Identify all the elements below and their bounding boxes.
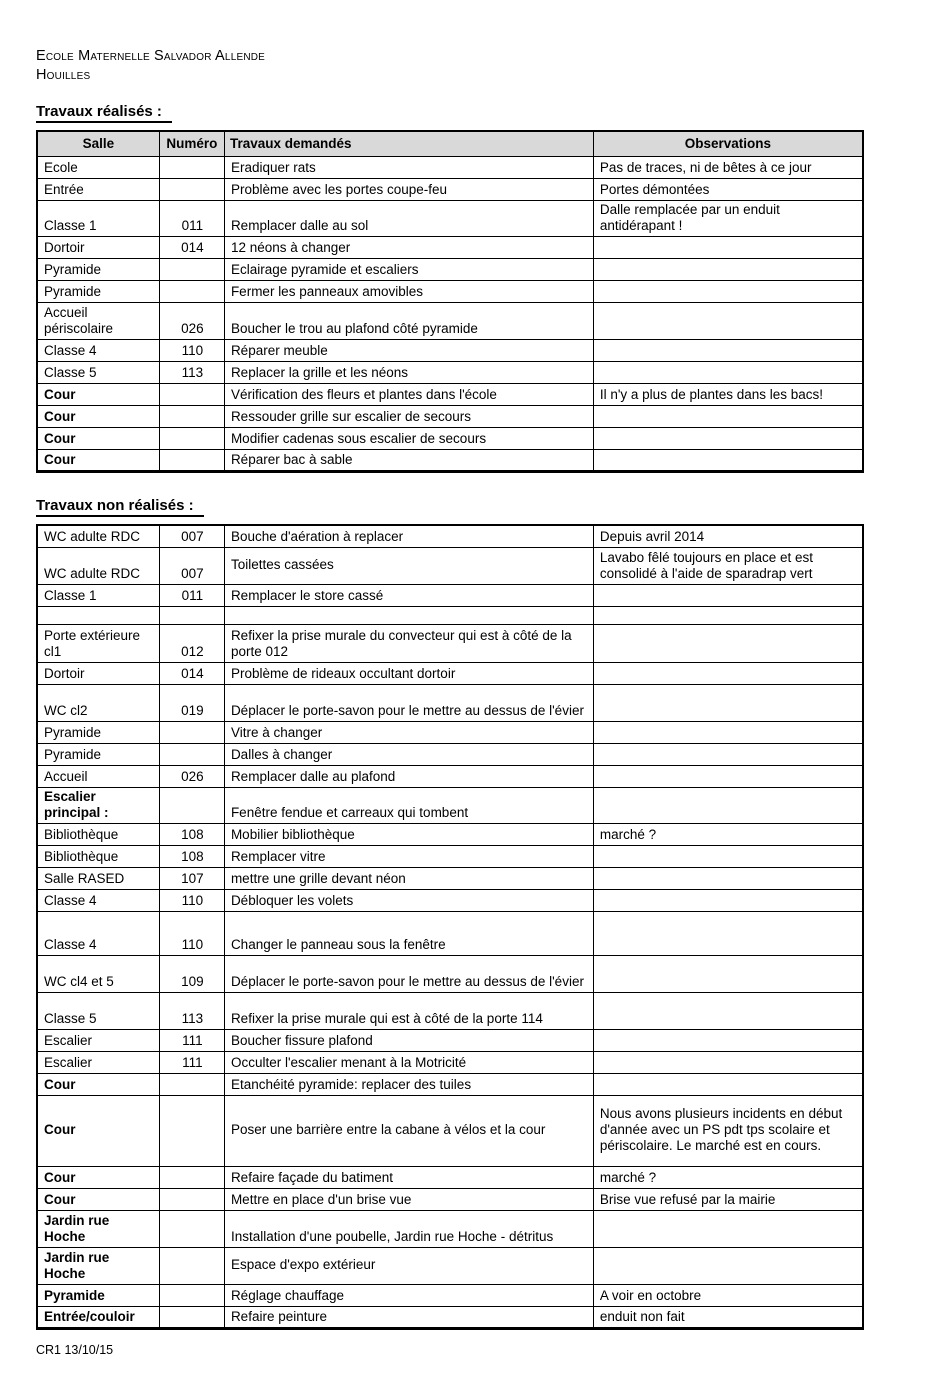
table-row <box>37 1188 863 1210</box>
cell-travaux-demandes: 12 néons à changer <box>224 237 593 259</box>
cell-salle: Cour <box>37 1095 159 1166</box>
table-row <box>37 1210 863 1247</box>
cell-numero: 026 <box>159 765 224 787</box>
cell-numero <box>159 384 224 406</box>
table-row <box>37 1247 863 1284</box>
cell-travaux-demandes: Problème de rideaux occultant dortoir <box>224 662 593 684</box>
cell-numero: 007 <box>159 525 224 547</box>
cell-travaux-demandes: Remplacer le store cassé <box>224 584 593 606</box>
cell-numero: 110 <box>159 340 224 362</box>
cell-travaux-demandes: Refaire peinture <box>224 1306 593 1328</box>
cell-travaux-demandes: Refixer la prise murale du convecteur qui est à côté de la porte 012 <box>224 624 593 662</box>
cell-salle: Cour <box>37 1166 159 1188</box>
table-row <box>37 823 863 845</box>
cell-travaux-demandes: Fenêtre fendue et carreaux qui tombent <box>224 787 593 823</box>
heading-travaux-non-realises: Travaux non réalisés : <box>36 497 204 517</box>
header-numero: Numéro <box>159 131 224 157</box>
cell-salle: WC adulte RDC <box>37 525 159 547</box>
cell-salle: Accueil périscolaire <box>37 303 159 340</box>
cell-salle: Pyramide <box>37 743 159 765</box>
travaux-non-realises-table <box>36 524 864 1330</box>
table-row <box>37 157 863 179</box>
cell-travaux-demandes: Réparer bac à sable <box>224 450 593 472</box>
table-row <box>37 911 863 955</box>
cell-salle: Pyramide <box>37 1284 159 1306</box>
cell-observations <box>593 303 863 340</box>
table-row <box>37 584 863 606</box>
cell-observations <box>593 1247 863 1284</box>
cell-travaux-demandes: Occulter l'escalier menant à la Motricité <box>224 1051 593 1073</box>
table-row <box>37 684 863 721</box>
cell-numero <box>159 743 224 765</box>
cell-numero <box>159 1095 224 1166</box>
cell-travaux-demandes: Remplacer dalle au sol <box>224 201 593 237</box>
cell-salle: Cour <box>37 384 159 406</box>
cell-salle <box>37 606 159 624</box>
cell-salle: Cour <box>37 1073 159 1095</box>
cell-observations <box>593 1029 863 1051</box>
cell-salle: Entrée <box>37 179 159 201</box>
cell-travaux-demandes: Fermer les panneaux amovibles <box>224 281 593 303</box>
cell-travaux-demandes: Réparer meuble <box>224 340 593 362</box>
table-row <box>37 362 863 384</box>
table-row <box>37 1284 863 1306</box>
school-name: Ecole Maternelle Salvador Allende <box>36 48 266 64</box>
cell-travaux-demandes: Toilettes cassées <box>224 547 593 584</box>
table-row <box>37 1073 863 1095</box>
table-row <box>37 624 863 662</box>
cell-travaux-demandes: Modifier cadenas sous escalier de secours <box>224 428 593 450</box>
cell-observations: Pas de traces, ni de bêtes à ce jour <box>593 157 863 179</box>
cell-salle: WC adulte RDC <box>37 547 159 584</box>
travaux-realises-table <box>36 130 864 473</box>
cell-numero <box>159 1073 224 1095</box>
cell-salle: Classe 4 <box>37 911 159 955</box>
cell-travaux-demandes: Replacer la grille et les néons <box>224 362 593 384</box>
table-row <box>37 406 863 428</box>
cell-salle: Salle RASED <box>37 867 159 889</box>
cell-observations <box>593 450 863 472</box>
table-row <box>37 845 863 867</box>
cell-travaux-demandes: Vérification des fleurs et plantes dans l'école <box>224 384 593 406</box>
cell-salle: Classe 4 <box>37 340 159 362</box>
cell-observations <box>593 259 863 281</box>
cell-salle: Ecole <box>37 157 159 179</box>
table-row <box>37 765 863 787</box>
cell-numero: 012 <box>159 624 224 662</box>
cell-observations: Depuis avril 2014 <box>593 525 863 547</box>
table-row <box>37 525 863 547</box>
cell-travaux-demandes: Vitre à changer <box>224 721 593 743</box>
cell-travaux-demandes: Boucher le trou au plafond côté pyramide <box>224 303 593 340</box>
table-row <box>37 259 863 281</box>
cell-numero <box>159 1188 224 1210</box>
cell-travaux-demandes: Remplacer vitre <box>224 845 593 867</box>
cell-salle: Classe 5 <box>37 362 159 384</box>
table-header <box>37 131 863 157</box>
cell-travaux-demandes: Réglage chauffage <box>224 1284 593 1306</box>
cell-travaux-demandes: Débloquer les volets <box>224 889 593 911</box>
cell-observations: enduit non fait <box>593 1306 863 1328</box>
cell-travaux-demandes: Déplacer le porte-savon pour le mettre au dessus de l'évier <box>224 955 593 992</box>
school-city: Houilles <box>36 67 91 83</box>
cell-salle: WC cl4 et 5 <box>37 955 159 992</box>
cell-observations <box>593 721 863 743</box>
cell-salle: Jardin rue Hoche <box>37 1247 159 1284</box>
cell-numero <box>159 606 224 624</box>
table-row <box>37 179 863 201</box>
cell-salle: Accueil <box>37 765 159 787</box>
cell-numero <box>159 406 224 428</box>
table-row <box>37 1029 863 1051</box>
cell-observations: Portes démontées <box>593 179 863 201</box>
cell-observations <box>593 237 863 259</box>
cell-numero <box>159 721 224 743</box>
cell-observations <box>593 911 863 955</box>
cell-salle: Cour <box>37 1188 159 1210</box>
cell-observations <box>593 787 863 823</box>
cell-travaux-demandes: Boucher fissure plafond <box>224 1029 593 1051</box>
cell-numero <box>159 1247 224 1284</box>
cell-travaux-demandes: Etanchéité pyramide: replacer des tuiles <box>224 1073 593 1095</box>
cell-travaux-demandes: Remplacer dalle au plafond <box>224 765 593 787</box>
cell-observations <box>593 584 863 606</box>
cell-numero: 019 <box>159 684 224 721</box>
cell-numero: 113 <box>159 362 224 384</box>
cell-numero <box>159 1284 224 1306</box>
table-row <box>37 201 863 237</box>
header-salle: Salle <box>37 131 159 157</box>
table-row <box>37 867 863 889</box>
cell-travaux-demandes: Déplacer le porte-savon pour le mettre au dessus de l'évier <box>224 684 593 721</box>
cell-numero <box>159 281 224 303</box>
cell-numero: 014 <box>159 237 224 259</box>
cell-salle: Dortoir <box>37 662 159 684</box>
cell-numero <box>159 1306 224 1328</box>
section-heading-travaux-non-realises <box>36 497 914 517</box>
cell-salle: Classe 1 <box>37 201 159 237</box>
cell-observations: marché ? <box>593 1166 863 1188</box>
table-row <box>37 281 863 303</box>
cell-numero: 108 <box>159 845 224 867</box>
table-row <box>37 384 863 406</box>
cell-observations <box>593 1073 863 1095</box>
cell-observations <box>593 684 863 721</box>
table-row <box>37 237 863 259</box>
header-observations: Observations <box>593 131 863 157</box>
header-travaux-demandes: Travaux demandés <box>224 131 593 157</box>
cell-numero <box>159 1210 224 1247</box>
cell-numero <box>159 428 224 450</box>
cell-numero: 111 <box>159 1051 224 1073</box>
cell-salle: Bibliothèque <box>37 823 159 845</box>
cell-numero: 011 <box>159 201 224 237</box>
cell-travaux-demandes <box>224 606 593 624</box>
cell-numero: 111 <box>159 1029 224 1051</box>
cell-numero: 011 <box>159 584 224 606</box>
cell-numero: 026 <box>159 303 224 340</box>
cell-observations <box>593 662 863 684</box>
cell-numero <box>159 1166 224 1188</box>
cell-observations <box>593 765 863 787</box>
cell-travaux-demandes: mettre une grille devant néon <box>224 867 593 889</box>
table-row <box>37 787 863 823</box>
cell-numero: 113 <box>159 992 224 1029</box>
cell-travaux-demandes: Dalles à changer <box>224 743 593 765</box>
cell-salle: Classe 4 <box>37 889 159 911</box>
cell-observations <box>593 955 863 992</box>
cell-travaux-demandes: Eclairage pyramide et escaliers <box>224 259 593 281</box>
cell-numero: 108 <box>159 823 224 845</box>
cell-travaux-demandes: Mobilier bibliothèque <box>224 823 593 845</box>
school-header <box>36 47 914 85</box>
cell-observations: Il n'y a plus de plantes dans les bacs! <box>593 384 863 406</box>
cell-numero: 107 <box>159 867 224 889</box>
cell-numero <box>159 179 224 201</box>
cell-numero <box>159 157 224 179</box>
cell-observations: Lavabo fêlé toujours en place et est consolidé à l'aide de sparadrap vert <box>593 547 863 584</box>
cell-travaux-demandes: Problème avec les portes coupe-feu <box>224 179 593 201</box>
heading-travaux-realises: Travaux réalisés : <box>36 103 172 123</box>
cell-numero: 014 <box>159 662 224 684</box>
table-row <box>37 992 863 1029</box>
cell-salle: Cour <box>37 428 159 450</box>
section-heading-travaux-realises <box>36 103 914 123</box>
cell-observations: Brise vue refusé par la mairie <box>593 1188 863 1210</box>
cell-travaux-demandes: Eradiquer rats <box>224 157 593 179</box>
cell-numero <box>159 259 224 281</box>
cell-salle: Porte extérieure cl1 <box>37 624 159 662</box>
document-footer: CR1 13/10/15 <box>36 1342 114 1357</box>
cell-salle: Entrée/couloir <box>37 1306 159 1328</box>
cell-observations <box>593 743 863 765</box>
cell-salle: Dortoir <box>37 237 159 259</box>
cell-salle: Escalier principal : <box>37 787 159 823</box>
cell-observations <box>593 281 863 303</box>
cell-observations: Dalle remplacée par un enduit antidérapant ! <box>593 201 863 237</box>
cell-salle: Escalier <box>37 1029 159 1051</box>
cell-observations <box>593 624 863 662</box>
table-row <box>37 1306 863 1328</box>
table-row <box>37 450 863 472</box>
cell-observations <box>593 992 863 1029</box>
cell-observations <box>593 606 863 624</box>
cell-observations <box>593 428 863 450</box>
cell-travaux-demandes: Refixer la prise murale qui est à côté de la porte 114 <box>224 992 593 1029</box>
cell-observations: marché ? <box>593 823 863 845</box>
table-row <box>37 743 863 765</box>
cell-travaux-demandes: Changer le panneau sous la fenêtre <box>224 911 593 955</box>
cell-observations <box>593 1051 863 1073</box>
cell-observations <box>593 406 863 428</box>
cell-numero: 110 <box>159 889 224 911</box>
cell-salle: Cour <box>37 450 159 472</box>
cell-travaux-demandes: Poser une barrière entre la cabane à vélos et la cour <box>224 1095 593 1166</box>
cell-salle: Pyramide <box>37 259 159 281</box>
cell-salle: Pyramide <box>37 281 159 303</box>
table-row <box>37 428 863 450</box>
cell-observations <box>593 1210 863 1247</box>
table-row <box>37 889 863 911</box>
table-row <box>37 606 863 624</box>
cell-salle: WC cl2 <box>37 684 159 721</box>
table-header-row <box>37 131 863 157</box>
cell-observations: A voir en octobre <box>593 1284 863 1306</box>
table-row <box>37 1051 863 1073</box>
cell-numero <box>159 450 224 472</box>
cell-salle: Classe 1 <box>37 584 159 606</box>
cell-travaux-demandes: Installation d'une poubelle, Jardin rue Hoche - détritus <box>224 1210 593 1247</box>
table-row <box>37 721 863 743</box>
cell-travaux-demandes: Bouche d'aération à replacer <box>224 525 593 547</box>
cell-salle: Jardin rue Hoche <box>37 1210 159 1247</box>
cell-salle: Classe 5 <box>37 992 159 1029</box>
cell-travaux-demandes: Ressouder grille sur escalier de secours <box>224 406 593 428</box>
cell-salle: Escalier <box>37 1051 159 1073</box>
table-row <box>37 955 863 992</box>
cell-salle: Bibliothèque <box>37 845 159 867</box>
table-row <box>37 340 863 362</box>
table-row <box>37 547 863 584</box>
cell-numero: 109 <box>159 955 224 992</box>
table-row <box>37 1166 863 1188</box>
cell-observations: Nous avons plusieurs incidents en début d'année avec un PS pdt tps scolaire et périscolaire. Le marché est en cours. <box>593 1095 863 1166</box>
cell-travaux-demandes: Espace d'expo extérieur <box>224 1247 593 1284</box>
cell-numero: 110 <box>159 911 224 955</box>
cell-salle: Pyramide <box>37 721 159 743</box>
cell-salle: Cour <box>37 406 159 428</box>
cell-numero <box>159 787 224 823</box>
cell-numero: 007 <box>159 547 224 584</box>
table-row <box>37 1095 863 1166</box>
cell-travaux-demandes: Refaire façade du batiment <box>224 1166 593 1188</box>
table-row <box>37 662 863 684</box>
cell-observations <box>593 362 863 384</box>
cell-observations <box>593 340 863 362</box>
cell-observations <box>593 845 863 867</box>
cell-observations <box>593 889 863 911</box>
table-row <box>37 303 863 340</box>
cell-observations <box>593 867 863 889</box>
cell-travaux-demandes: Mettre en place d'un brise vue <box>224 1188 593 1210</box>
